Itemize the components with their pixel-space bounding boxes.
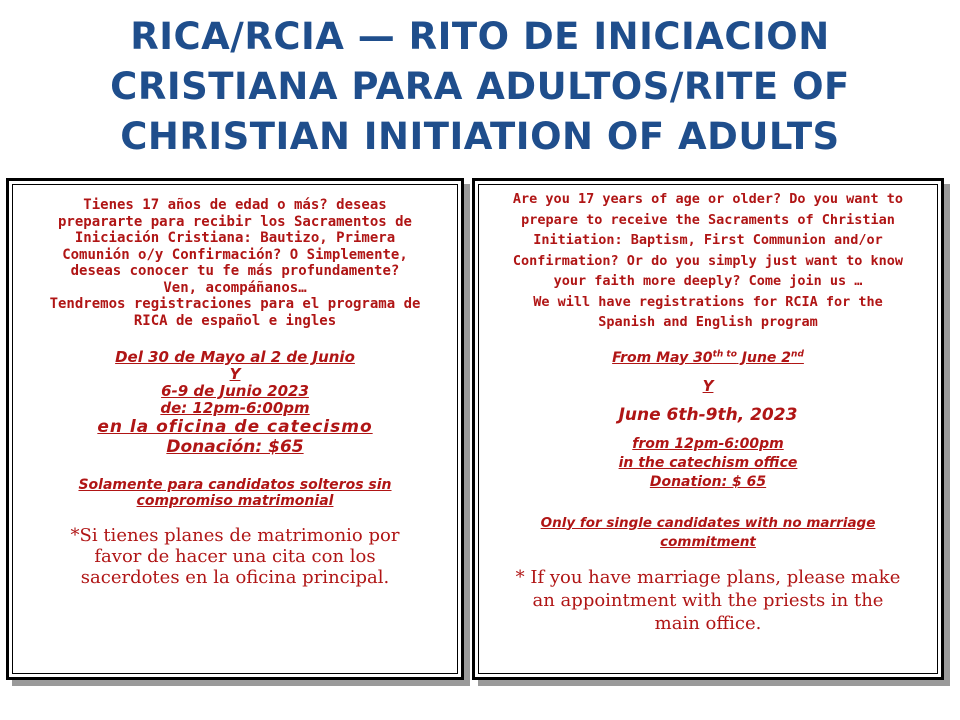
english-note-line: an appointment with the priests in the — [532, 589, 884, 611]
spanish-date-2: 6-9 de Junio 2023 — [161, 382, 309, 400]
spanish-time: de: 12pm-6:00pm — [160, 399, 310, 417]
english-intro-line: Confirmation? Or do you simply just want to know — [512, 252, 904, 269]
spanish-intro-line: Ven, acompáñanos… — [163, 279, 307, 296]
spanish-intro-line: Tendremos registraciones para el programa de — [49, 296, 421, 312]
english-intro-line: prepare to receive the Sacraments of Christian — [521, 211, 895, 228]
spanish-intro-line: RICA de español e ingles — [133, 312, 337, 329]
spanish-note-line: sacerdotes en la oficina principal. — [80, 567, 390, 588]
spanish-date-range: Del 30 de Mayo al 2 de Junio — [115, 348, 355, 366]
english-time: from 12pm-6:00pm — [632, 435, 784, 452]
spanish-note-line: *Si tienes planes de matrimonio por — [70, 525, 400, 546]
title-line-3: CHRISTIAN INITIATION OF ADULTS — [120, 115, 840, 158]
english-y — [481, 377, 935, 395]
english-note-line: * If you have marriage plans, please make — [515, 566, 901, 588]
english-from-b: June 2 — [736, 349, 792, 366]
english-intro-line: your faith more deeply? Come join us … — [553, 273, 863, 289]
english-from-line — [481, 349, 935, 367]
english-donation: Donation: $ 65 — [649, 473, 767, 490]
spanish-only-line-2: compromiso matrimonial — [136, 493, 334, 509]
spanish-intro-line: Comunión o/y Confirmación? O Simplemente, — [62, 246, 408, 263]
english-only-line-1: Only for single candidates with no marriage — [540, 514, 876, 531]
english-from-a: From May 30 — [612, 349, 713, 366]
spanish-intro-line: Tienes 17 años de edad o más? deseas — [83, 197, 387, 213]
english-marriage-note — [481, 566, 935, 635]
english-panel — [472, 178, 944, 680]
english-from-sup-1: th to — [712, 348, 737, 359]
spanish-intro — [15, 197, 455, 329]
english-date-2-text: June 6th-9th, 2023 — [618, 404, 798, 425]
spanish-only-notice — [15, 477, 455, 509]
spanish-only-line-1: Solamente para candidatos solteros sin — [78, 477, 392, 493]
english-only-line-2: commitment — [660, 533, 756, 550]
english-only-notice — [481, 514, 935, 552]
spanish-intro-line: deseas conocer tu fe más profundamente? — [70, 263, 400, 279]
spanish-y: Y — [229, 365, 241, 383]
page-title — [20, 12, 940, 162]
english-note-line: main office. — [654, 612, 762, 634]
english-intro-line: Initiation: Baptism, First Communion and/or — [533, 232, 883, 248]
english-from-sup-2: nd — [791, 348, 804, 359]
spanish-panel — [6, 178, 464, 680]
english-intro-line: We will have registrations for RCIA for the — [533, 293, 883, 310]
english-from-dates — [481, 349, 935, 367]
english-y-text: Y — [702, 376, 714, 395]
spanish-marriage-note — [15, 525, 455, 588]
title-line-1: RICA/RCIA — RITO DE INICIACION — [130, 15, 830, 58]
spanish-donation: Donación: $65 — [166, 437, 304, 457]
spanish-intro-line: Iniciación Cristiana: Bautizo, Primera — [74, 230, 396, 246]
spanish-note-line: favor de hacer una cita con los — [94, 546, 376, 567]
english-intro-line: Are you 17 years of age or older? Do you want to — [512, 191, 904, 207]
english-schedule — [481, 435, 935, 492]
english-place: in the catechism office — [618, 454, 798, 471]
english-date-2 — [481, 405, 935, 425]
spanish-schedule — [15, 349, 455, 457]
title-line-2: CRISTIANA PARA ADULTOS/RITE OF — [110, 65, 850, 108]
english-intro — [481, 189, 935, 333]
spanish-place: en la oficina de catecismo — [97, 417, 373, 437]
spanish-intro-line: prepararte para recibir los Sacramentos de — [57, 213, 412, 230]
english-intro-line: Spanish and English program — [598, 314, 818, 330]
